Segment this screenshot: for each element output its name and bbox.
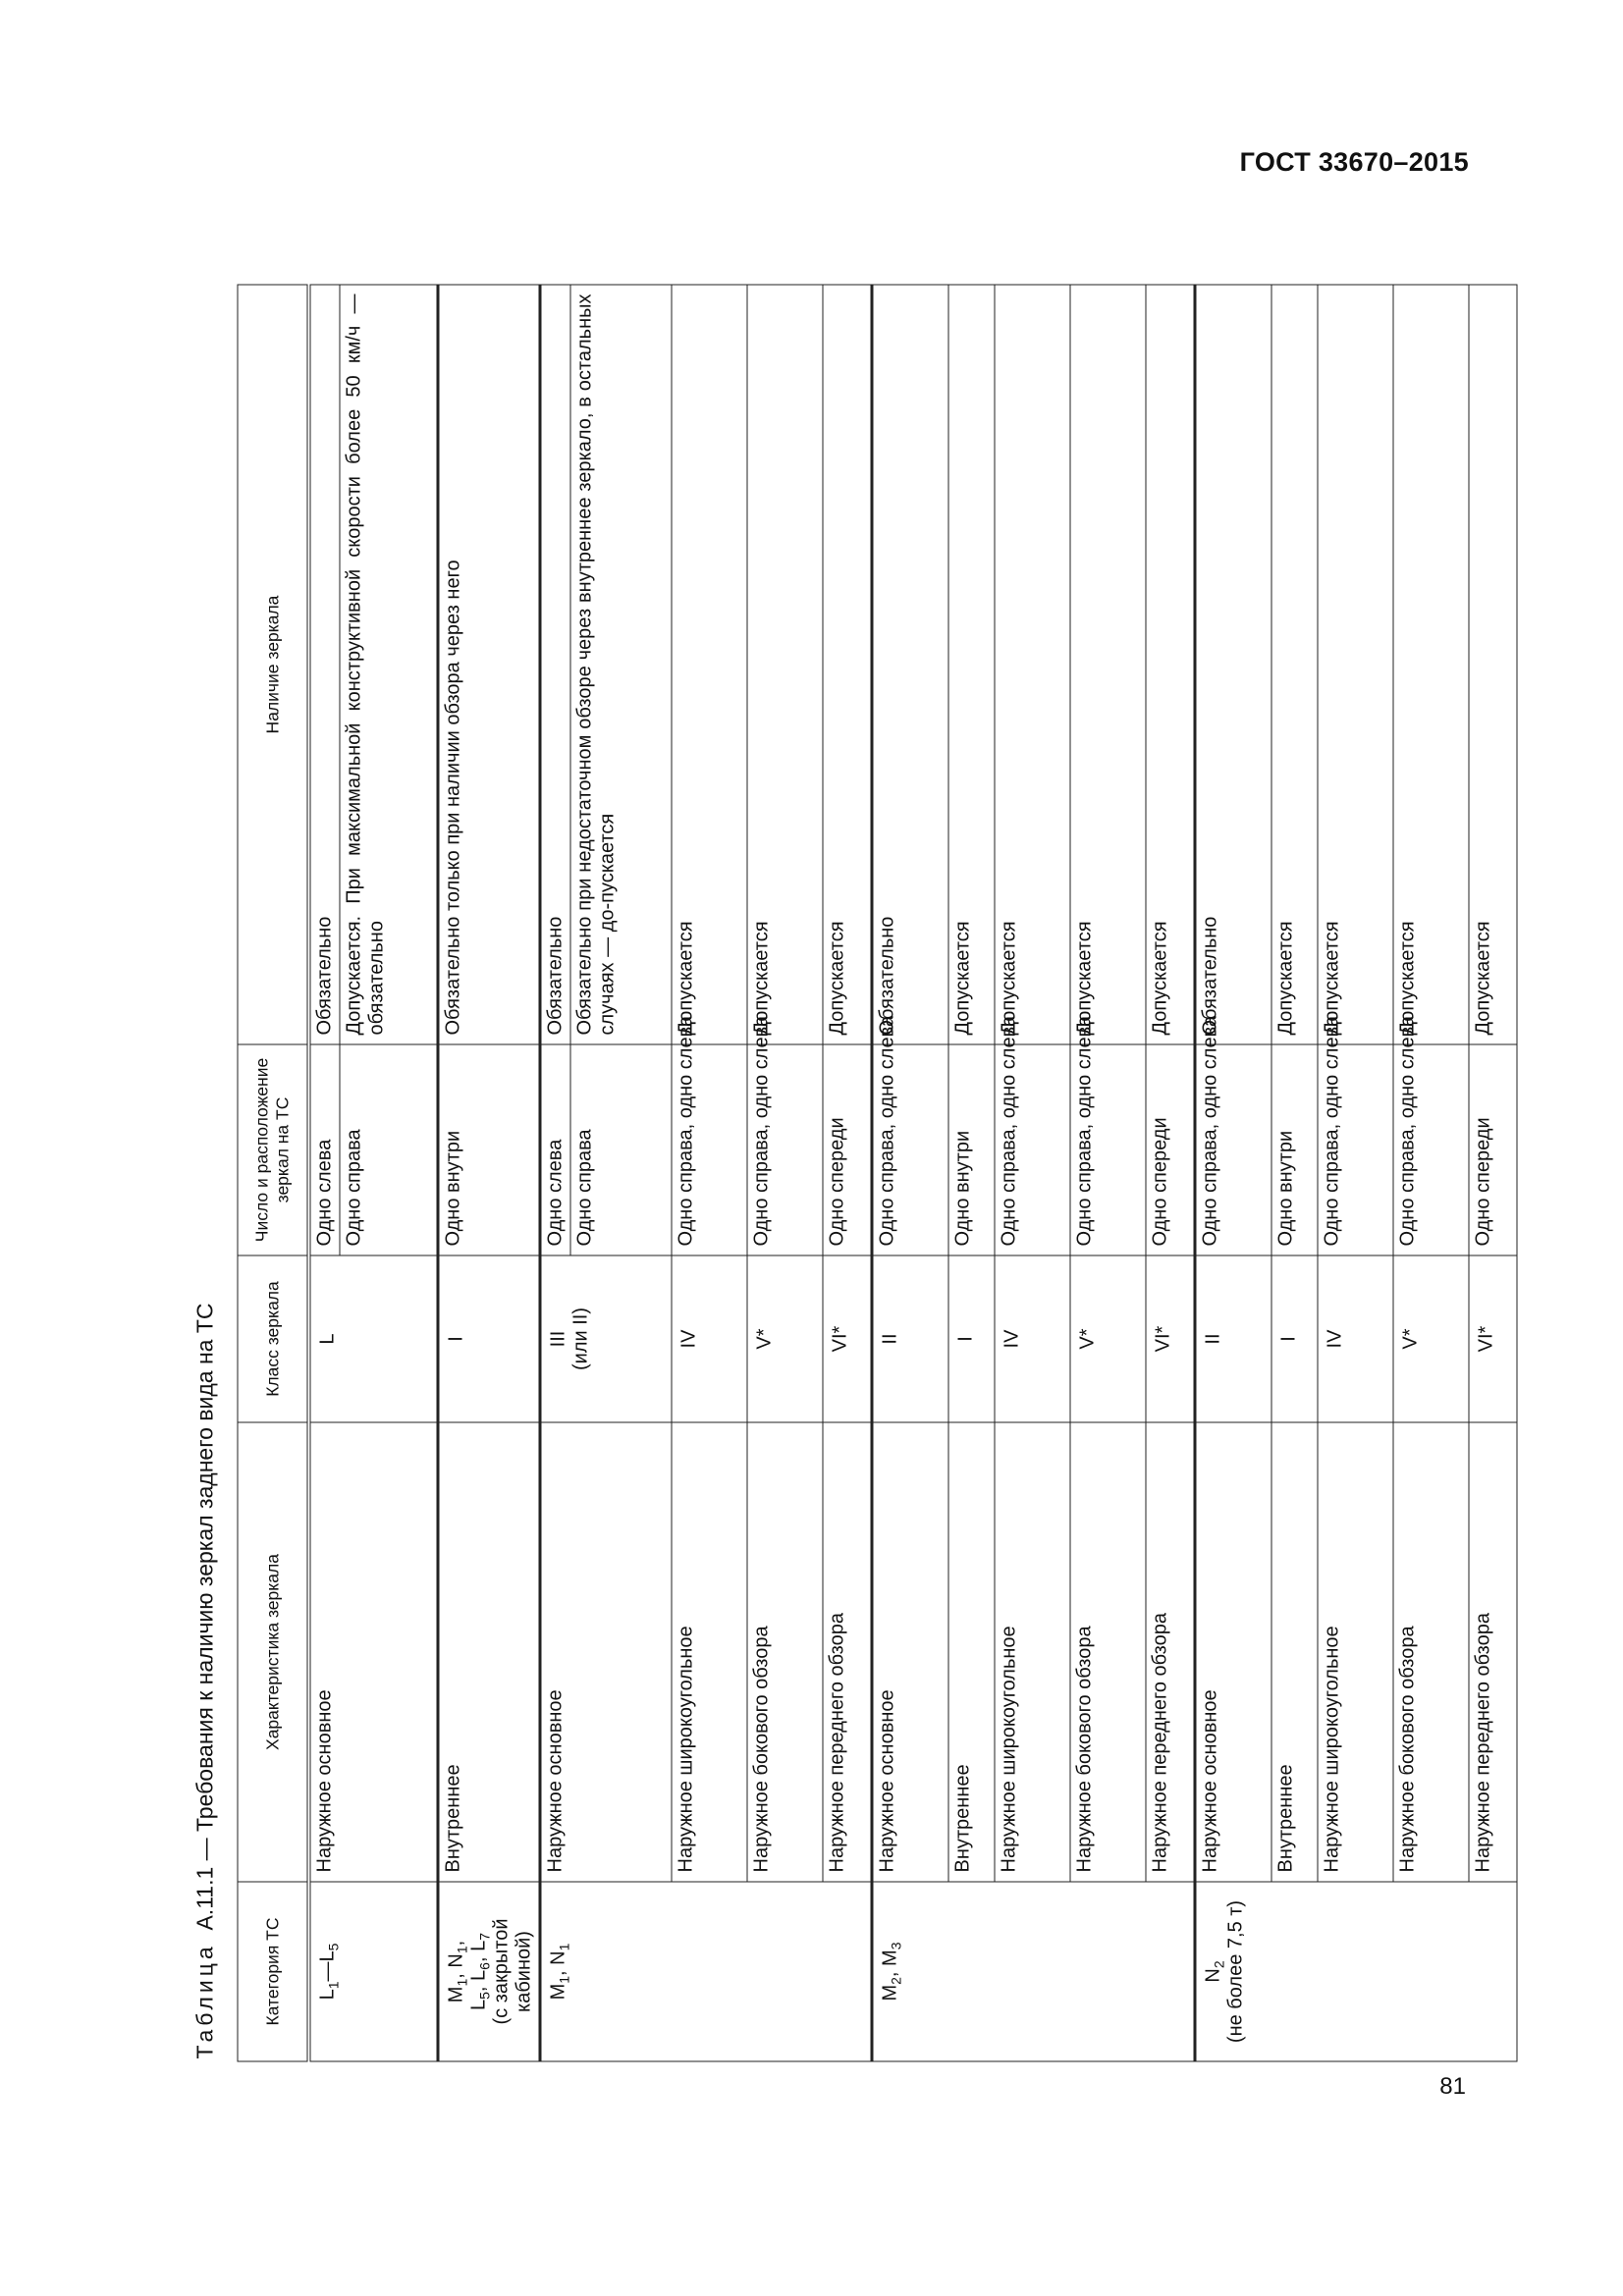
table-row [1271,285,1318,2061]
column-header: Число и расположение зеркал на ТС [238,1044,309,1255]
category-cell: $M_1$, $N_1$ [540,1882,872,2061]
category-cell: $N_2$ (не более 7,5 т) [1195,1882,1517,2061]
table-row [872,285,948,2061]
class-cell: V* [747,1255,823,1422]
presence-cell: Допускается [1318,285,1393,1044]
table-row [948,285,995,2061]
column-header: Класс зеркала [238,1255,309,1422]
class-cell: I [948,1255,995,1422]
presence-cell: Обязательно только при наличии обзора через него [438,285,540,1044]
number-cell: Одно спереди [823,1044,872,1255]
category-cell: $L_1—L_5$ [309,1882,439,2061]
characteristic-cell: Наружное бокового обзора [747,1422,823,1882]
characteristic-cell: Наружное бокового обзора [1393,1422,1469,1882]
number-cell: Одно справа, одно слева [1393,1044,1469,1255]
number-cell: Одно справа, одно слева [1070,1044,1146,1255]
class-cell: II [872,1255,948,1422]
table-row [1469,285,1517,2061]
table-row [747,285,823,2061]
class-cell: VI* [1146,1255,1195,1422]
class-cell: II [1195,1255,1271,1422]
presence-cell: Допускается [747,285,823,1044]
number-cell: Одно справа, одно слева [995,1044,1070,1255]
characteristic-cell: Наружное основное [872,1422,948,1882]
presence-cell: Обязательно [872,285,948,1044]
presence-cell: Обязательно [1195,285,1271,1044]
class-cell: VI* [823,1255,872,1422]
presence-cell: Допускается [1146,285,1195,1044]
class-cell: L [309,1255,439,1422]
table-row [1393,285,1469,2061]
column-header: Характеристика зеркала [238,1422,309,1882]
class-cell: I [438,1255,540,1422]
characteristic-cell: Наружное бокового обзора [1070,1422,1146,1882]
table-row [438,285,540,2061]
number-cell: Одно справа, одно слева [1195,1044,1271,1255]
presence-cell: Обязательно [540,285,570,1044]
presence-cell: Обязательно [309,285,341,1044]
characteristic-cell: Наружное переднего обзора [1469,1422,1517,1882]
category-cell: $M_1$, $N_1$, $L_5$, $L_6$, $L_7$ (с закрытой кабиной) [438,1882,540,2061]
table-row [309,285,341,2061]
class-cell: V* [1070,1255,1146,1422]
characteristic-cell: Наружное широкоугольное [995,1422,1070,1882]
number-cell: Одно справа, одно слева [672,1044,747,1255]
presence-cell: Допускается [1469,285,1517,1044]
table-row [1146,285,1195,2061]
number-cell: Одно слева [309,1044,341,1255]
characteristic-cell: Наружное переднего обзора [823,1422,872,1882]
characteristic-cell: Наружное основное [309,1422,439,1882]
table-row [1070,285,1146,2061]
class-cell: III (или II) [540,1255,672,1422]
class-cell: IV [995,1255,1070,1422]
table-header-row [238,285,309,2061]
number-cell: Одно слева [540,1044,570,1255]
presence-cell: Допускается [1393,285,1469,1044]
characteristic-cell: Внутреннее [438,1422,540,1882]
presence-cell: Допускается. При максимальной конструктивной скорости более 50 км/ч — обязательно [340,285,438,1044]
characteristic-cell: Наружное широкоугольное [1318,1422,1393,1882]
table-row [995,285,1070,2061]
characteristic-cell: Наружное основное [1195,1422,1271,1882]
class-cell: IV [1318,1255,1393,1422]
category-cell: $M_2$, $M_3$ [872,1882,1195,2061]
document-code: ГОСТ 33670–2015 [1239,147,1469,177]
mirror-requirements-table [238,285,1518,2062]
number-cell: Одно справа, одно слева [872,1044,948,1255]
presence-cell: Допускается [823,285,872,1044]
characteristic-cell: Внутреннее [948,1422,995,1882]
table-row [540,285,570,2061]
presence-cell: Обязательно при недостаточном обзоре через внутреннее зеркало, в остальных случаях — до-пускается [570,285,672,1044]
page-number: 81 [1439,2073,1466,2100]
class-cell: VI* [1469,1255,1517,1422]
column-header: Категория ТС [238,1882,309,2061]
table-row [1195,285,1271,2061]
number-cell: Одно спереди [1146,1044,1195,1255]
number-cell: Одно справа, одно слева [1318,1044,1393,1255]
presence-cell: Допускается [1070,285,1146,1044]
table-row [672,285,747,2061]
table-caption-prefix: Таблица [191,1943,218,2059]
characteristic-cell: Внутреннее [1271,1422,1318,1882]
table-row [823,285,872,2061]
presence-cell: Допускается [1271,285,1318,1044]
class-cell: IV [672,1255,747,1422]
number-cell: Одно внутри [948,1044,995,1255]
class-cell: V* [1393,1255,1469,1422]
column-header: Наличие зеркала [238,285,309,1044]
presence-cell: Допускается [672,285,747,1044]
number-cell: Одно внутри [438,1044,540,1255]
table-caption [192,1304,219,2059]
table-row [1318,285,1393,2061]
characteristic-cell: Наружное основное [540,1422,672,1882]
number-cell: Одно внутри [1271,1044,1318,1255]
number-cell: Одно спереди [1469,1044,1517,1255]
rotated-table-area [179,251,1497,2077]
presence-cell: Допускается [948,285,995,1044]
characteristic-cell: Наружное переднего обзора [1146,1422,1195,1882]
number-cell: Одно справа, одно слева [747,1044,823,1255]
presence-cell: Допускается [995,285,1070,1044]
number-cell: Одно справа [340,1044,438,1255]
characteristic-cell: Наружное широкоугольное [672,1422,747,1882]
table-caption-text: А.11.1 — Требования к наличию зеркал заднего вида на ТС [191,1303,218,1931]
number-cell: Одно справа [570,1044,672,1255]
class-cell: I [1271,1255,1318,1422]
